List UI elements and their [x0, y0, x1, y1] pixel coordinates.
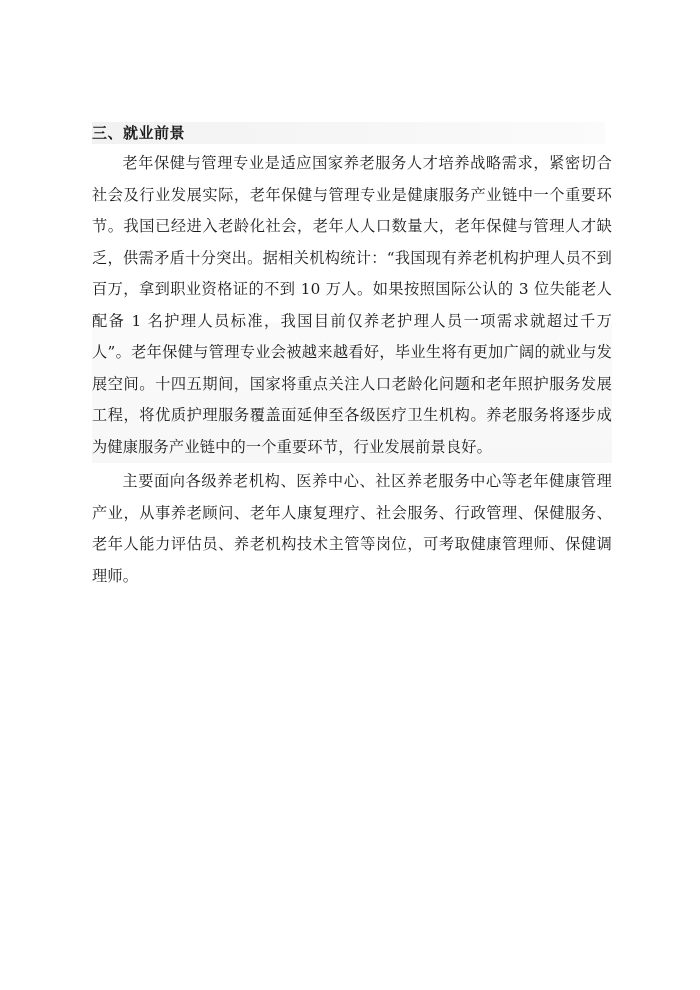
section-heading: 三、就业前景 [92, 122, 605, 144]
employment-prospects-paragraph: 老年保健与管理专业是适应国家养老服务人才培养战略需求，紧密切合社会及行业发展实际，老年保健与管理专业是健康服务产业链中一个重要环节。我国已经进入老龄化社会，老年人人口数量大，老年保健与管理人才缺乏，供需矛盾十分突出。据相关机构统计：“我国现有养老机构护理人员不到百万，拿到职业资格证的不到 10 万人。如果按照国际公认的 3 位失能老人配备 1 名护理人员标准，我国目前仅养老护理人员一项需求就超过千万人”。老年保健与管理专业会被越来越看好，毕业生将有更加广阔的就业与发展空间。十四五期间，国家将重点关注人口老龄化问题和老年照护服务发展工程，将优质护理服务覆盖面延伸至各级医疗卫生机构。养老服务将逐步成为健康服务产业链中的一个重要环节，行业发展前景良好。 [92, 148, 612, 463]
career-directions-paragraph: 主要面向各级养老机构、医养中心、社区养老服务中心等老年健康管理产业，从事养老顾问、老年人康复理疗、社会服务、行政管理、保健服务、老年人能力评估员、养老机构技术主管等岗位，可考取健康管理师、保健调理师。 [92, 472, 612, 585]
document-body [92, 122, 612, 592]
